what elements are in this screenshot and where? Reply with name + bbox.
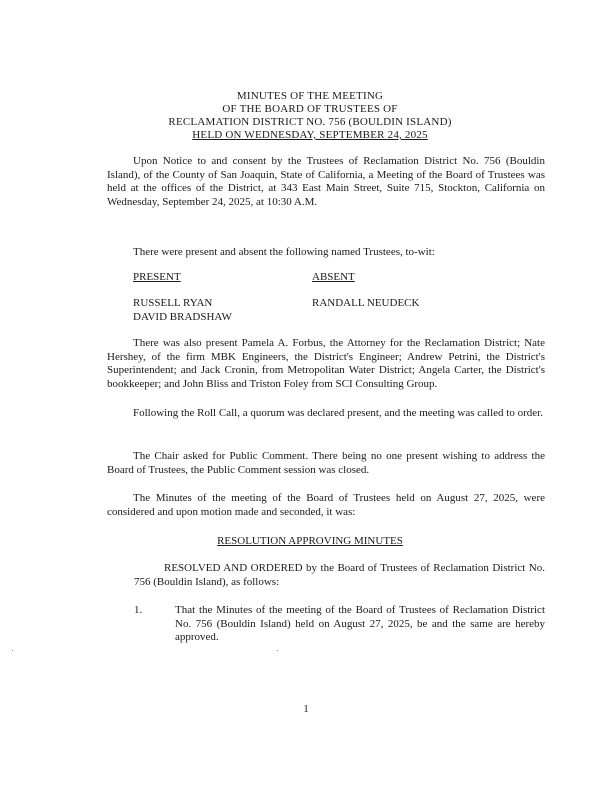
document-title	[100, 90, 520, 142]
page-number: 1	[303, 703, 309, 715]
notice-paragraph: Upon Notice to and consent by the Trustees of Reclamation District No. 756 (Bouldin Island), of the County of San Joaquin, State of California, a Meeting of the Board of Trustees was held at the offices of the District, at 343 East Main Street, Suite 715, Stockton, California on Wednesday, September 24, 2025, at 10:30 A.M.	[107, 155, 545, 208]
public-comment-paragraph: The Chair asked for Public Comment. There being no one present wishing to address the Board of Trustees, the Public Comment session was closed.	[107, 450, 545, 476]
item-text-1: That the Minutes of the meeting of the Board of Trustees of Reclamation District No. 756 (Bouldin Island) held on August 27, 2025, be and the same are hereby approved.	[175, 604, 545, 643]
title-line-2: OF THE BOARD OF TRUSTEES OF	[222, 103, 398, 115]
present-intro: There were present and absent the following named Trustees, to-wit:	[133, 246, 435, 258]
resolved-paragraph: RESOLVED AND ORDERED by the Board of Trustees of Reclamation District No. 756 (Bouldin Island), as follows:	[134, 562, 545, 588]
item-number-1: 1.	[134, 604, 143, 616]
minutes-paragraph: The Minutes of the meeting of the Board of Trustees held on August 27, 2025, were considered and upon motion made and seconded, it was:	[107, 492, 545, 518]
roll-call-paragraph: Following the Roll Call, a quorum was declared present, and the meeting was called to order.	[133, 407, 543, 419]
absent-trustee-1: RANDALL NEUDECK	[312, 297, 420, 309]
present-trustee-2: DAVID BRADSHAW	[133, 311, 232, 323]
title-line-1: MINUTES OF THE MEETING	[236, 90, 384, 102]
present-trustee-1: RUSSELL RYAN	[133, 297, 213, 309]
title-line-4: HELD ON WEDNESDAY, SEPTEMBER 24, 2025	[192, 129, 428, 141]
scan-speck	[12, 650, 13, 651]
title-line-3: RECLAMATION DISTRICT NO. 756 (BOULDIN ISLAND)	[168, 116, 452, 128]
scan-speck	[277, 650, 278, 651]
also-present-paragraph: There was also present Pamela A. Forbus, the Attorney for the Reclamation District; Nate Hershey, of the firm MBK Engineers, the District's Engineer; Andrew Petrini, the District's Superintendent; and Jack Cronin, from Metropolitan Water District; Angela Carter, the District's bookkeeper; and John Bliss and Triston Foley from SCI Consulting Group.	[107, 337, 545, 390]
present-label: PRESENT	[133, 271, 181, 283]
resolution-heading: RESOLUTION APPROVING MINUTES	[217, 535, 403, 547]
absent-label: ABSENT	[312, 271, 355, 283]
